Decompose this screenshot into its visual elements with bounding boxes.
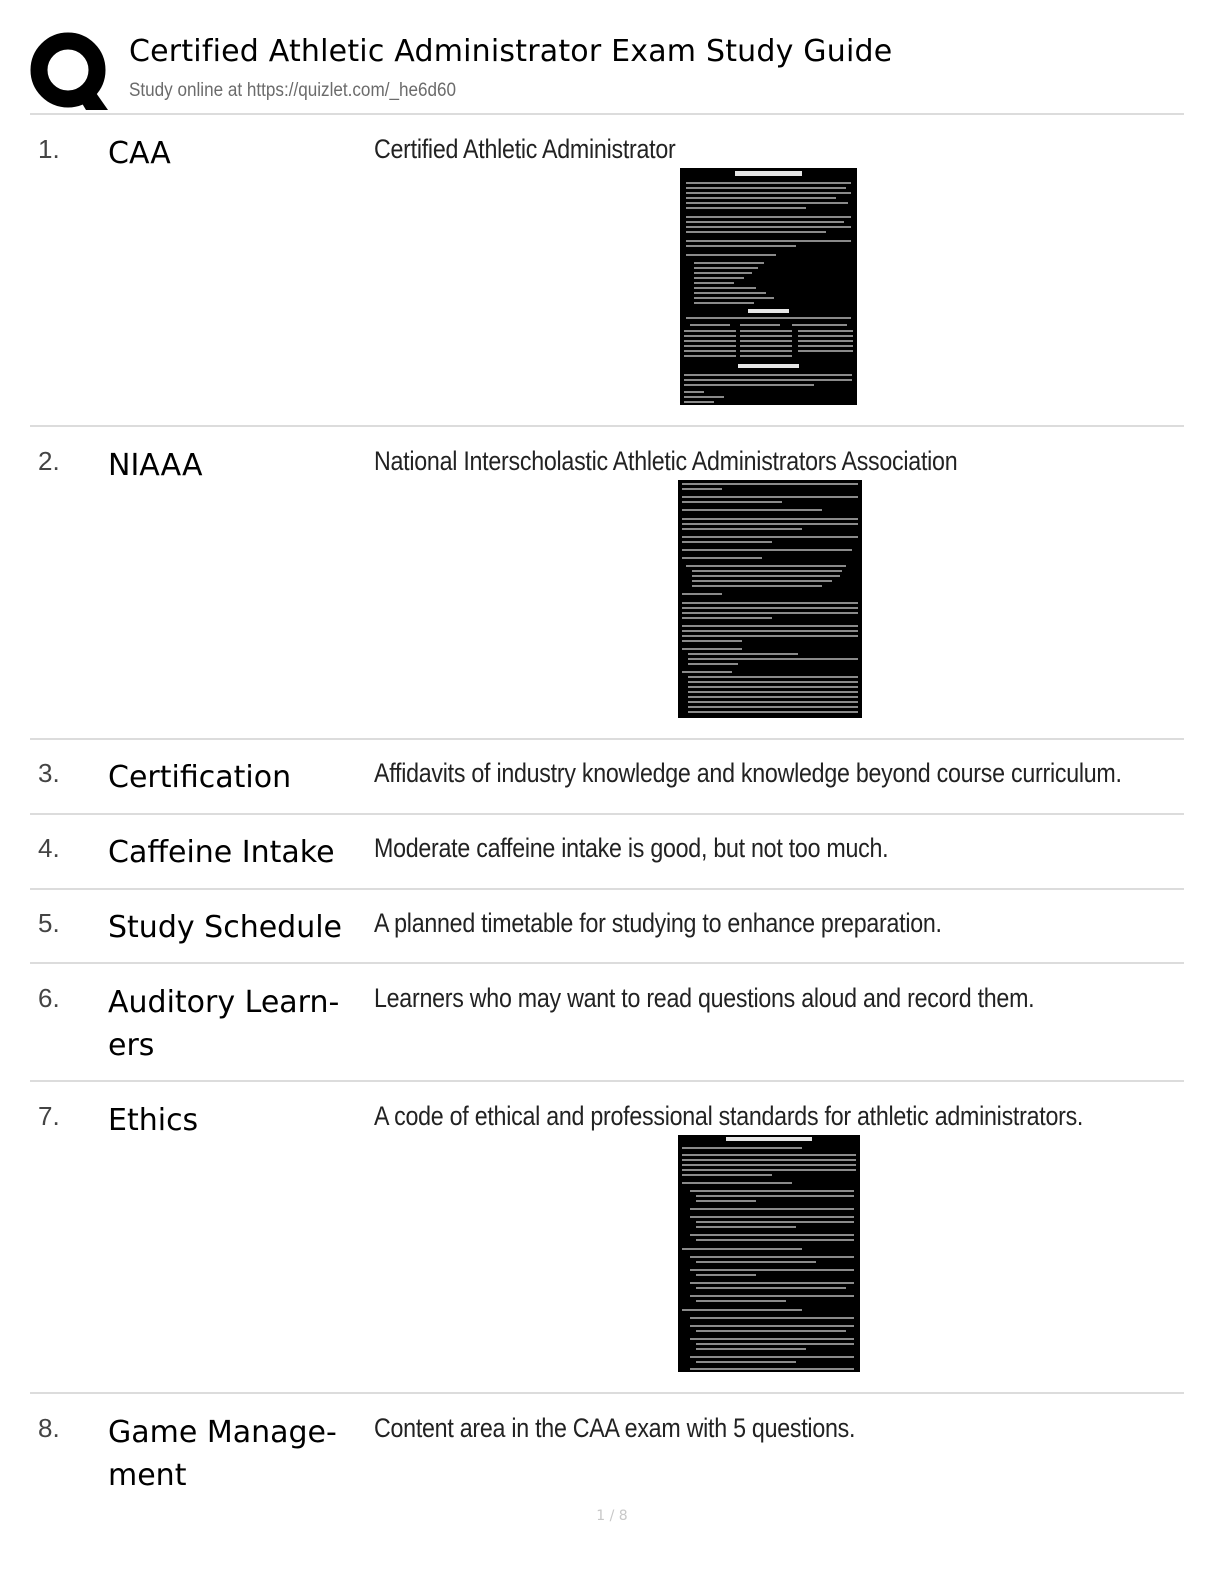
item-term <box>108 981 358 1067</box>
quizlet-logo-icon <box>30 32 110 112</box>
item-definition: A code of ethical and professional standards for athletic administrators. <box>374 1101 1084 1131</box>
item-term: CAA <box>108 136 171 171</box>
item-term: Caffeine Intake <box>108 835 335 870</box>
item-definition: Content area in the CAA exam with 5 questions. <box>374 1413 856 1443</box>
item-definition: Learners who may want to read questions aloud and record them. <box>374 983 1035 1013</box>
item-number: 6. <box>38 983 60 1013</box>
divider <box>30 1392 1184 1394</box>
item-definition: Certified Athletic Administrator <box>374 134 676 164</box>
item-number: 7. <box>38 1101 60 1131</box>
item-number: 5. <box>38 908 60 938</box>
page-header <box>30 28 1190 114</box>
term-line-display: Auditory Learn- ers <box>108 985 340 1063</box>
divider <box>30 888 1184 890</box>
divider <box>30 113 1184 115</box>
item-number: 8. <box>38 1413 60 1443</box>
item-definition: Affidavits of industry knowledge and knowledge beyond course curriculum. <box>374 758 1122 788</box>
item-term: Ethics <box>108 1103 199 1138</box>
item-definition: National Interscholastic Athletic Administrators Association <box>374 446 958 476</box>
page-number: 1 / 8 <box>596 1508 628 1524</box>
item-definition: Moderate caffeine intake is good, but not too much. <box>374 833 889 863</box>
item-term: Certification <box>108 760 292 795</box>
general-information-page-image <box>680 168 857 405</box>
divider <box>30 738 1184 740</box>
study-online-link[interactable]: Study online at https://quizlet.com/_he6d60 <box>129 80 457 101</box>
item-number: 1. <box>38 134 60 164</box>
item-term <box>108 1411 358 1497</box>
item-number: 2. <box>38 446 60 476</box>
item-number: 3. <box>38 758 60 788</box>
divider <box>30 962 1184 964</box>
divider <box>30 425 1184 427</box>
code-of-ethics-page-image <box>678 1135 860 1372</box>
term-line-display: Game Manage- ment <box>108 1415 337 1493</box>
page-title: Certified Athletic Administrator Exam Study Guide <box>129 34 893 69</box>
divider <box>30 813 1184 815</box>
booster-club-page-image <box>678 480 862 718</box>
item-term: NIAAA <box>108 448 203 483</box>
divider <box>30 1080 1184 1082</box>
item-definition: A planned timetable for studying to enhance preparation. <box>374 908 942 938</box>
item-number: 4. <box>38 833 60 863</box>
item-term: Study Schedule <box>108 910 343 945</box>
